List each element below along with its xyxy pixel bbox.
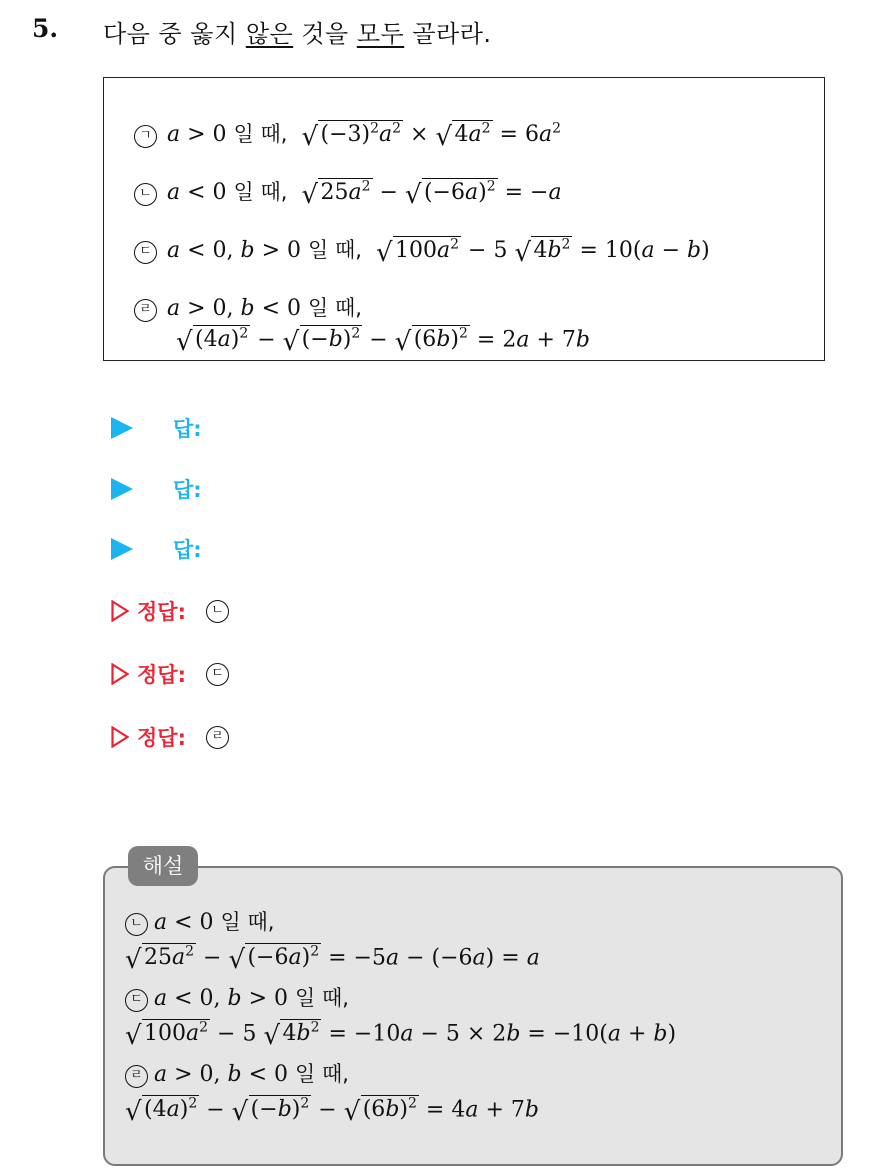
question-underline-all: 모두 [356,20,405,48]
correct-label: 정답: [137,663,186,687]
explanation-when-3: 일 때, [295,1062,349,1086]
outline-arrow-icon [111,726,129,748]
question-underline-not: 않은 [245,20,294,48]
explanation-line-1: ㄴ a < 0 일 때, [125,906,274,936]
explanation-line-5: ㄹ a > 0, b < 0 일 때, [125,1058,349,1088]
question-middle: 것을 [293,20,357,48]
correct-label: 정답: [137,726,186,750]
answer-label: 답: [173,478,202,502]
answer-row-1[interactable] [111,413,202,443]
question-text [103,14,492,49]
correct-row-3 [111,722,239,752]
outline-arrow-icon [111,663,129,685]
choice-when-2: 일 때, [233,180,288,204]
explanation-line-6: √ $(4a)^2$ − √ $(-b)^2$ − √ $(6b)^2 = 4a + 7b$ [125,1096,539,1128]
explanation-line-3: ㄷ a < 0, b > 0 일 때, [125,982,349,1012]
choice-1: ㄱ a > 0 일 때, √ $(-3)^2a^2$ × √ $4a^2 = 6a^2$ [134,118,561,148]
choice-when-3: 일 때, [308,238,362,262]
explanation-line-4: √ $100a^2 - 5$ √ $4b^2 = -10a - 5 \times 2b = -10(a + b)$ [125,1020,677,1052]
question-prefix: 다음 중 옳지 [103,20,246,48]
play-arrow-icon [111,478,133,500]
correct-answer-1: ㄴ [206,600,229,623]
question-number: 5. [32,14,59,43]
explanation-line-2: √ $25a^2$ − √ $(-6a)^2 = -5a - (-6a) = a$ [125,944,540,976]
explanation-mark-3: ㄹ [125,1065,148,1088]
explanation-mark-2: ㄷ [125,989,148,1012]
explanation-box [103,866,843,1166]
play-arrow-icon [111,417,133,439]
choice-4: ㄹ a > 0, b < 0 일 때, [134,292,362,322]
correct-row-1 [111,596,239,626]
answer-label: 답: [173,417,202,441]
answer-label: 답: [173,538,202,562]
explanation-when-2: 일 때, [295,986,349,1010]
explanation-tag: 해설 [128,846,198,886]
choice-mark-1: ㄱ [134,125,157,148]
choice-when-4: 일 때, [308,296,362,320]
choice-mark-2: ㄴ [134,183,157,206]
choice-when-1: 일 때, [233,122,288,146]
choice-mark-3: ㄷ [134,241,157,264]
play-arrow-icon [111,538,133,560]
answer-row-3[interactable] [111,534,202,564]
explanation-when-1: 일 때, [220,910,275,934]
choices-box [103,77,825,361]
choice-4-expr: √ $(4a)^2$ − √ $(-b)^2$ − √ $(6b)^2 = 2a + 7b$ [176,326,590,358]
correct-answer-3: ㄹ [206,726,229,749]
choice-3: ㄷ a < 0, b > 0 일 때, √ $100a^2 - 5$ √ $4b^2 = 10(a - b)$ [134,234,710,264]
correct-label: 정답: [137,600,186,624]
explanation-mark-1: ㄴ [125,913,148,936]
correct-row-2 [111,659,239,689]
answer-row-2[interactable] [111,474,202,504]
choice-mark-4: ㄹ [134,299,157,322]
correct-answer-2: ㄷ [206,663,229,686]
question-suffix: 골라라. [404,20,492,48]
outline-arrow-icon [111,600,129,622]
choice-2: ㄴ a < 0 일 때, √ $25a^2$ − √ $(-6a)^2 = -a$ [134,176,562,206]
